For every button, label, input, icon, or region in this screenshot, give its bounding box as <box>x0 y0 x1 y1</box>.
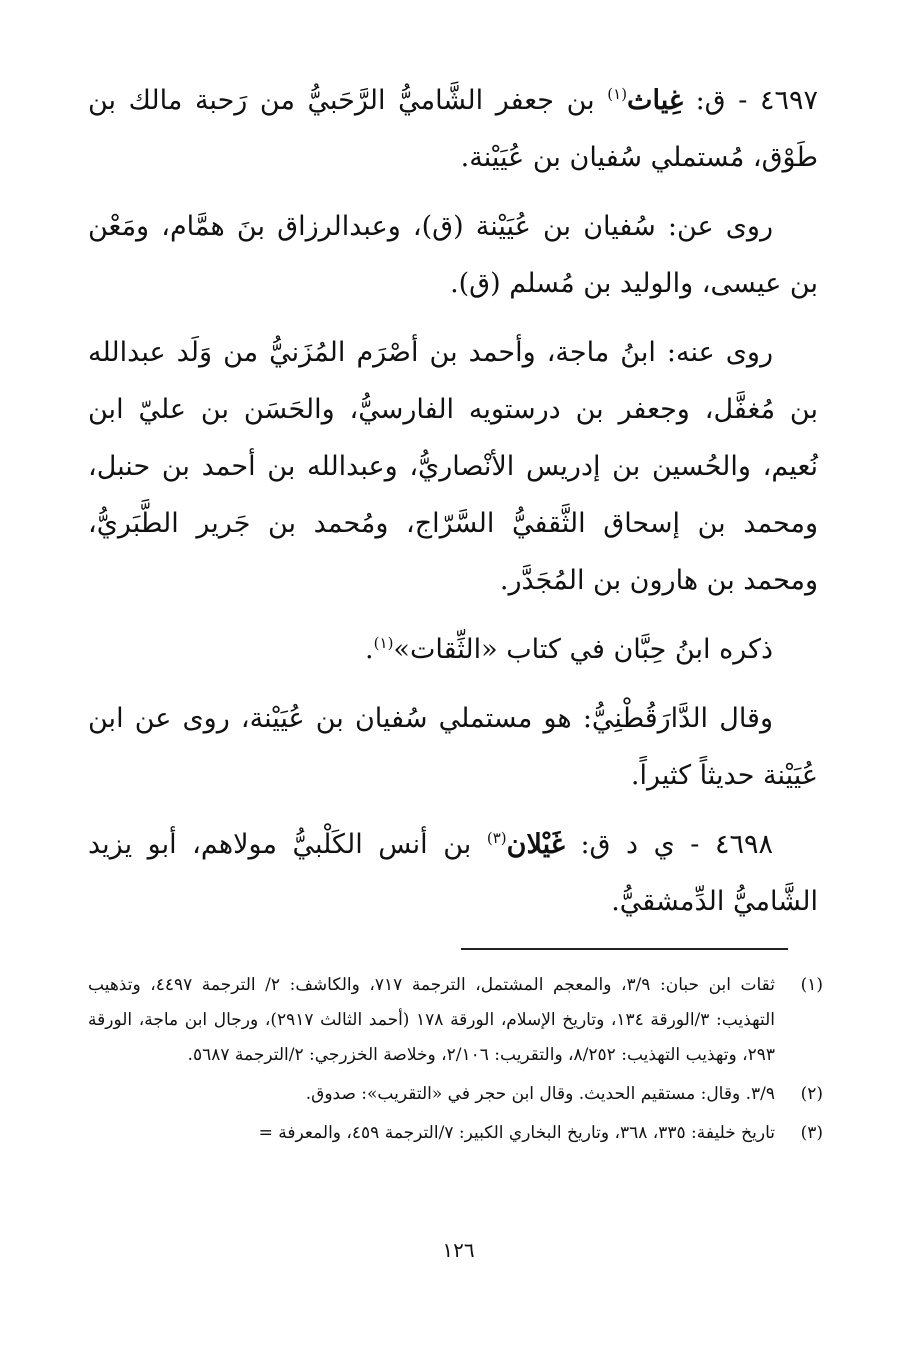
footnote-ref: (٣) <box>486 829 507 847</box>
footnote-marker: (١) <box>800 975 823 995</box>
entry-name: غِياث <box>627 85 683 116</box>
main-text <box>88 72 818 942</box>
entry-number: ٤٦٩٨ - ي د ق: <box>580 829 774 860</box>
daraqutni-paragraph: وقال الدَّارَقُطْنِيُّ: هو مستملي سُفيان بن عُيَيْنة، روى عن ابن عُيَيْنة حديثاً كثيراً. <box>88 703 818 791</box>
footnote-1 <box>88 968 823 1073</box>
narrated-by-paragraph: روى عنه: ابنُ ماجة، وأحمد بن أصْرَم المُزَنيُّ من وَلَد عبدالله بن مُغفَّل، وجعفر بن درستويه الفارسيُّ، والحَسَن بن عليّ ابن نُعيم، والحُسين بن إدريس الأنْصاريُّ، وعبدالله بن أحمد بن حنبل، ومحمد بن إسحاق الثَّقفيُّ السَّرّاج، ومُحمد بن جَرير الطَّبَريُّ، ومحمد بن هارون بن المُجَدَّر. <box>88 337 818 596</box>
entry-description: بن جعفر الشَّاميُّ الرَّحَبيُّ من رَحبة مالك بن طَوْق، مُستملي سُفيان بن عُيَيْنة. <box>88 85 818 173</box>
footnote-marker: (٣) <box>800 1123 823 1143</box>
entry-number: ٤٦٩٧ - ق: <box>695 85 818 116</box>
footnote-text: تاريخ خليفة: ٣٣٥، ٣٦٨، وتاريخ البخاري الكبير: ٧/الترجمة ٤٥٩، والمعرفة = <box>258 1123 775 1143</box>
entry-name: غَيْلان <box>506 829 565 860</box>
entry-4698 <box>88 816 818 930</box>
footnote-text: ٣/٩. وقال: مستقيم الحديث. وقال ابن حجر في «التقريب»: صدوق. <box>305 1084 775 1104</box>
entry-description: بن أنس الكَلْبيُّ مولاهم، أبو يزيد الشَّاميُّ الدِّمشقيُّ. <box>88 829 818 917</box>
footnote-text: ثقات ابن حبان: ٣/٩، والمعجم المشتمل، الترجمة ٧١٧، والكاشف: ٢/ الترجمة ٤٤٩٧، وتذهيب التهذيب: ٣/الورقة ١٣٤، وتاريخ الإسلام، الورقة ١٧٨ (أحمد الثالث ٢٩١٧)، ورجال ابن ماجة، الورقة ٢٩٣، وتهذيب التهذيب: ٨/٢٥٢، والتقريب: ٢/١٠٦، وخلاصة الخزرجي: ٢/الترجمة ٥٦٨٧. <box>88 975 776 1065</box>
footnote-ref: (١) <box>373 634 394 652</box>
page-number: ١٢٦ <box>442 1238 475 1262</box>
footnote-divider <box>461 948 788 950</box>
narrated-from-paragraph: روى عن: سُفيان بن عُيَيْنة (ق)، وعبدالرزاق بنَ همَّام، ومَعْن بن عيسى، والوليد بن مُسلم (ق). <box>88 211 818 299</box>
ibn-hibban-paragraph: ذكره ابنُ حِبَّان في كتاب «الثِّقات»$^{(١)}$. <box>365 634 773 665</box>
entry-4697 <box>88 72 818 186</box>
footnote-ref: (١) <box>607 85 628 103</box>
footnote-3 <box>88 1116 823 1151</box>
footnotes <box>88 968 823 1155</box>
ibn-hibban-text: ذكره ابنُ حِبَّان في كتاب «الثِّقات» <box>393 634 773 665</box>
footnote-2 <box>88 1077 823 1112</box>
footnote-marker: (٢) <box>800 1084 823 1104</box>
